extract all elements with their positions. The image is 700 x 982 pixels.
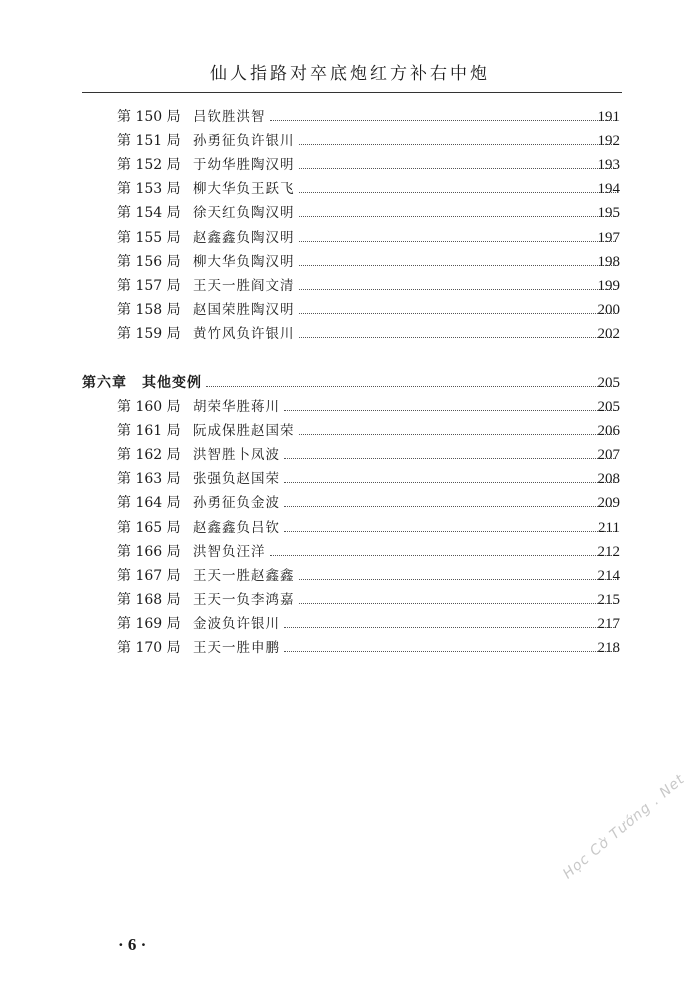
page-ref: 215 <box>597 591 620 608</box>
header-rule <box>82 92 622 93</box>
page-ref: 193 <box>597 157 620 174</box>
leader-dots <box>299 420 616 435</box>
game-number: 第 158 局 <box>117 301 181 318</box>
leader-dots <box>299 589 616 604</box>
game-title: 王天一胜赵鑫鑫 <box>193 567 295 584</box>
game-title: 金波负许银川 <box>193 615 280 632</box>
leader-dots <box>299 178 616 193</box>
game-title: 孙勇征负金波 <box>193 495 280 512</box>
game-title: 黄竹风负许银川 <box>193 325 295 342</box>
toc-entry <box>0 396 700 418</box>
game-title: 阮成保胜赵国荣 <box>193 423 295 440</box>
page-ref: 206 <box>597 423 620 440</box>
toc-entry <box>0 468 700 490</box>
leader-dots <box>270 106 616 121</box>
page-ref: 209 <box>597 495 620 512</box>
leader-dots <box>299 565 616 580</box>
page-ref: 195 <box>597 205 620 222</box>
game-number: 第 161 局 <box>117 423 181 440</box>
watermark: Học Cờ Tướng . Net <box>560 771 689 883</box>
game-title: 洪智胜卜凤波 <box>193 447 280 464</box>
toc-entry <box>0 420 700 442</box>
toc-entry <box>0 227 700 249</box>
game-number: 第 168 局 <box>117 591 181 608</box>
page-ref: 212 <box>597 543 620 560</box>
page-number: · 6 · <box>118 935 147 954</box>
game-number: 第 160 局 <box>117 399 181 415</box>
running-header: 仙人指路对卒底炮红方补右中炮 <box>210 64 490 84</box>
page-ref: 205 <box>597 399 620 415</box>
game-number: 第 156 局 <box>117 253 181 270</box>
game-number: 第 154 局 <box>117 205 181 222</box>
toc-entry <box>0 541 700 563</box>
game-number: 第 157 局 <box>117 277 181 294</box>
game-title: 徐天红负陶汉明 <box>193 205 295 222</box>
toc-entry <box>0 106 700 128</box>
leader-dots <box>206 372 616 387</box>
game-title: 赵鑫鑫负陶汉明 <box>193 229 295 246</box>
toc-entry <box>0 299 700 321</box>
page-ref: 208 <box>597 471 620 488</box>
game-number: 第 169 局 <box>117 615 181 632</box>
game-title: 孙勇征负许银川 <box>193 133 295 150</box>
game-title: 柳大华负王跃飞 <box>193 181 295 198</box>
leader-dots <box>299 275 616 290</box>
game-title: 王天一胜申鹏 <box>193 640 280 656</box>
game-number: 第 163 局 <box>117 471 181 488</box>
page-ref: 217 <box>597 615 620 632</box>
chapter-title: 第六章 其他变例 <box>82 375 202 391</box>
chapter-heading <box>0 372 700 394</box>
leader-dots <box>270 541 616 556</box>
leader-dots <box>299 251 616 266</box>
leader-dots <box>299 299 616 314</box>
game-title: 于幼华胜陶汉明 <box>193 157 295 174</box>
game-number: 第 165 局 <box>117 519 181 536</box>
toc-entry <box>0 178 700 200</box>
game-title: 洪智负汪洋 <box>193 543 266 560</box>
game-title: 柳大华负陶汉明 <box>193 253 295 270</box>
game-title: 张强负赵国荣 <box>193 471 280 488</box>
leader-dots <box>284 613 616 628</box>
leader-dots <box>284 396 616 411</box>
game-number: 第 170 局 <box>117 640 181 656</box>
leader-dots <box>284 468 616 483</box>
game-title: 吕钦胜洪智 <box>193 109 266 125</box>
toc-entry <box>0 637 700 659</box>
page-ref: 197 <box>597 229 620 246</box>
page-ref: 211 <box>598 519 620 536</box>
leader-dots <box>299 130 616 145</box>
game-number: 第 150 局 <box>117 109 181 125</box>
leader-dots <box>284 517 616 532</box>
game-title: 王天一负李鸿嘉 <box>193 591 295 608</box>
leader-dots <box>299 154 616 169</box>
game-title: 王天一胜阎文清 <box>193 277 295 294</box>
game-number: 第 153 局 <box>117 181 181 198</box>
toc-entry <box>0 565 700 587</box>
toc-entry <box>0 275 700 297</box>
page-ref: 207 <box>597 447 620 464</box>
toc-entry <box>0 613 700 635</box>
chapter-page: 205 <box>597 375 620 391</box>
page-ref: 198 <box>597 253 620 270</box>
leader-dots <box>299 202 616 217</box>
page-ref: 192 <box>597 133 620 150</box>
game-number: 第 167 局 <box>117 567 181 584</box>
leader-dots <box>284 637 616 652</box>
game-number: 第 151 局 <box>117 133 181 150</box>
leader-dots <box>299 227 616 242</box>
game-number: 第 155 局 <box>117 229 181 246</box>
game-title: 胡荣华胜蒋川 <box>193 399 280 415</box>
game-number: 第 162 局 <box>117 447 181 464</box>
toc-entry <box>0 589 700 611</box>
page-ref: 218 <box>597 640 620 656</box>
page-ref: 194 <box>597 181 620 198</box>
game-number: 第 152 局 <box>117 157 181 174</box>
toc-entry <box>0 202 700 224</box>
leader-dots <box>284 492 616 507</box>
toc-entry <box>0 323 700 345</box>
game-number: 第 166 局 <box>117 543 181 560</box>
toc-entry <box>0 130 700 152</box>
page-ref: 191 <box>597 109 620 125</box>
leader-dots <box>284 444 616 459</box>
toc-entry <box>0 154 700 176</box>
game-number: 第 159 局 <box>117 325 181 342</box>
game-number: 第 164 局 <box>117 495 181 512</box>
toc-entry <box>0 444 700 466</box>
page-ref: 200 <box>597 301 620 318</box>
toc-entry <box>0 492 700 514</box>
page-ref: 199 <box>597 277 620 294</box>
page-ref: 202 <box>597 325 620 342</box>
game-title: 赵鑫鑫负吕钦 <box>193 519 280 536</box>
game-title: 赵国荣胜陶汉明 <box>193 301 295 318</box>
toc-entry <box>0 517 700 539</box>
leader-dots <box>299 323 616 338</box>
toc-entry <box>0 251 700 273</box>
page-ref: 214 <box>597 567 620 584</box>
